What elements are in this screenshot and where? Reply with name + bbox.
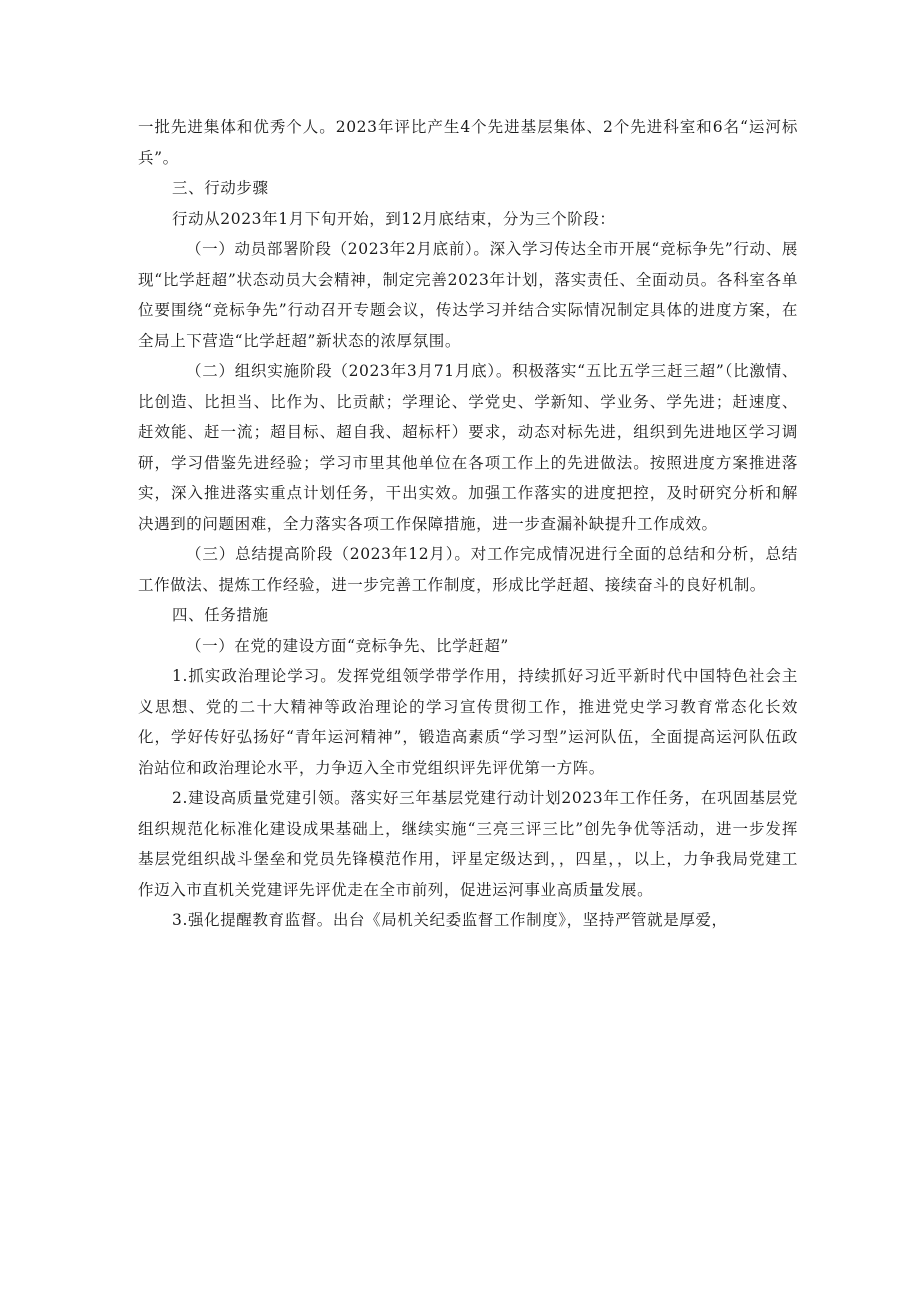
paragraph-action-intro: 行动从2023年1月下旬开始，到12月底结束，分为三个阶段：	[172, 209, 616, 228]
heading-task-measures: 四、任务措施	[172, 606, 269, 624]
document-page	[138, 112, 798, 936]
paragraph-stage-one: （一）动员部署阶段（2023年2月底前）。深入学习传达全市开展“竞标争先”行动、展现“比学赶超”状态动员大会精神，制定完善2023年计划，落实责任、全面动员。各科室各单位要围绕“竞标争先”行动召开专题会议，传达学习并结合实际情况制定具体的进度方案，在全局上下营造“比学赶超”新状态的浓厚氛围。	[138, 240, 798, 350]
heading-action-steps: 三、行动步骤	[172, 179, 269, 197]
paragraph-item-1: 1.抓实政治理论学习。发挥党组领学带学作用，持续抓好习近平新时代中国特色社会主义思想、党的二十大精神等政治理论的学习宣传贯彻工作，推进党史学习教育常态化长效化，学好传好弘扬好“青年运河精神”，锻造高素质“学习型”运河队伍，全面提高运河队伍政治站位和政治理论水平，力争迈入全市党组织评先评优第一方阵。	[138, 667, 798, 777]
subheading-party-building: （一）在党的建设方面“竞标争先、比学赶超”	[186, 636, 509, 655]
paragraph-stage-three: （三）总结提高阶段（2023年12月）。对工作完成情况进行全面的总结和分析，总结工作做法、提炼工作经验，进一步完善工作制度，形成比学赶超、接续奋斗的良好机制。	[138, 545, 798, 594]
paragraph-item-3: 3.强化提醒教育监督。出台《局机关纪委监督工作制度》，坚持严管就是厚爱，	[172, 911, 728, 929]
paragraph-item-2: 2.建设高质量党建引领。落实好三年基层党建行动计划2023年工作任务，在巩固基层党组织规范化标准化建设成果基础上，继续实施“三亮三评三比”创先争优等活动，进一步发挥基层党组织战斗堡垒和党员先锋模范作用，评星定级达到，，四星，，以上，力争我局党建工作迈入市直机关党建评先评优走在全市前列，促进运河事业高质量发展。	[138, 789, 798, 899]
paragraph-continuation: 一批先进集体和优秀个人。2023年评比产生4个先进基层集体、2个先进科室和6名“运河标兵”。	[138, 118, 798, 167]
paragraph-stage-two: （二）组织实施阶段（2023年3月71月底）。积极落实“五比五学三赶三超”（比激情、比创造、比担当、比作为、比贡献；学理论、学党史、学新知、学业务、学先进；赶速度、赶效能、赶一流；超目标、超自我、超标杆）要求，动态对标先进，组织到先进地区学习调研，学习借鉴先进经验；学习市里其他单位在各项工作上的先进做法。按照进度方案推进落实，深入推进落实重点计划任务，干出实效。加强工作落实的进度把控，及时研究分析和解决遇到的问题困难，全力落实各项工作保障措施，进一步查漏补缺提升工作成效。	[138, 362, 798, 533]
